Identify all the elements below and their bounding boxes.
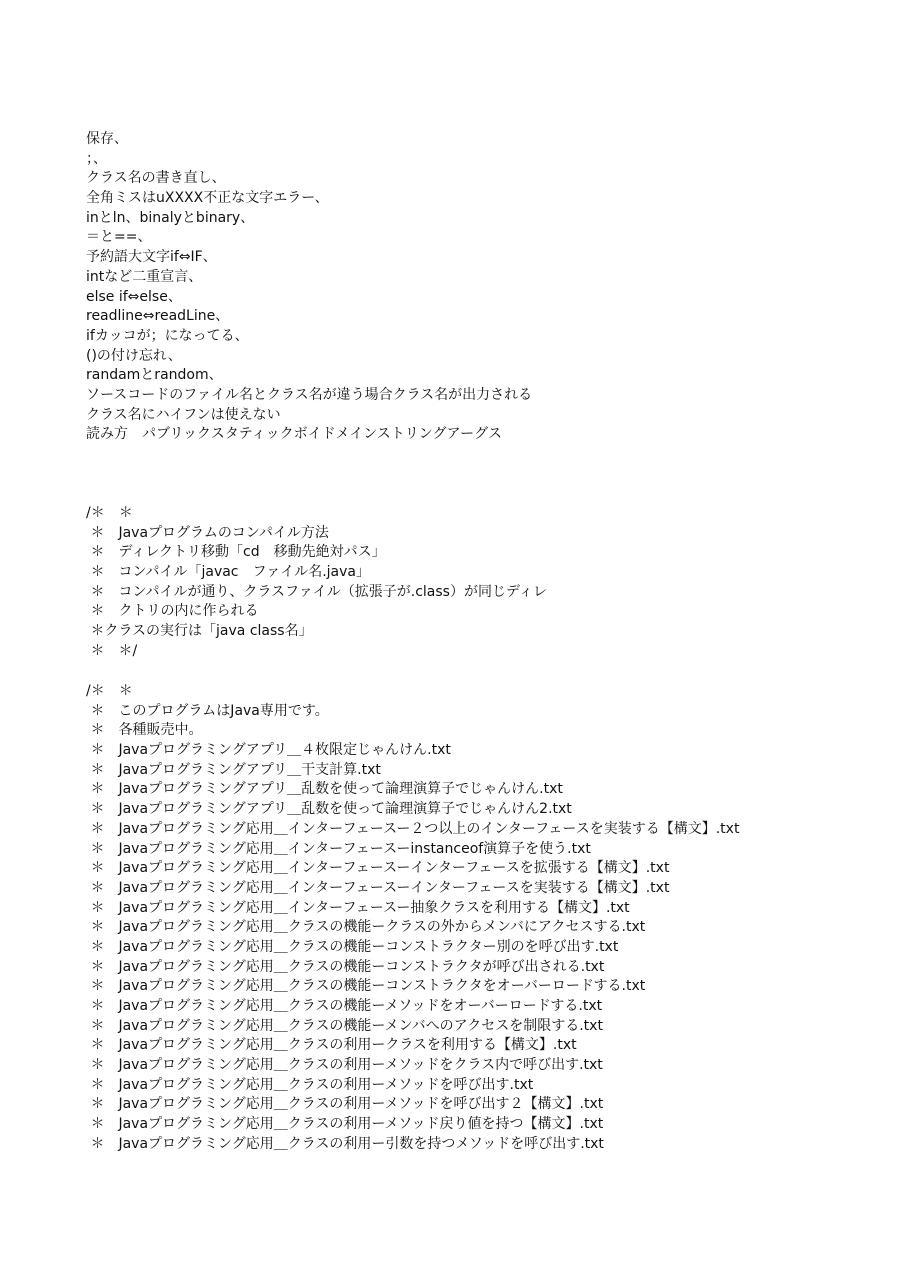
comment-line: ＊ Javaプログラミング応用＿クラスの機能ークラスの外からメンバにアクセスする.txt xyxy=(86,919,646,936)
note-line: 全角ミスはuXXXX不正な文字エラー、 xyxy=(86,190,329,207)
comment-line: /＊ ＊ xyxy=(86,505,133,521)
note-line: ソースコードのファイル名とクラス名が違う場合クラス名が出力される xyxy=(86,386,533,403)
comment-line: ＊ Javaプログラミングアプリ＿干支計算.txt xyxy=(86,761,381,778)
comment-line: ＊ Javaプログラミング応用＿クラスの利用ークラスを利用する【構文】.txt xyxy=(86,1037,577,1054)
note-line: ；、 xyxy=(86,150,107,167)
note-line: else if⇔else、 xyxy=(86,288,182,305)
comment-line: ＊クラスの実行は「java class名」 xyxy=(86,623,313,640)
comment-line: ＊ Javaプログラミング応用＿クラスの利用ーメソッドをクラス内で呼び出す.txt xyxy=(86,1057,603,1074)
comment-line: ＊ Javaプログラミング応用＿クラスの利用ーメソッドを呼び出す.txt xyxy=(86,1076,534,1093)
comment-line xyxy=(86,1155,886,1175)
comment-line: ＊ Javaプログラミング応用＿クラスの機能ーコンストラクタをオーバーロードする.txt xyxy=(86,978,646,995)
comment-line: ＊ Javaプログラムのコンパイル方法 xyxy=(86,524,329,541)
note-line: ()の付け忘れ、 xyxy=(86,347,182,364)
comment-line: ＊ Javaプログラミング応用＿クラスの機能ーメンバへのアクセスを制限する.txt xyxy=(86,1017,603,1034)
note-line: inとln、binalyとbinary、 xyxy=(86,209,255,226)
comment-line: ＊ 各種販売中。 xyxy=(86,722,203,739)
comment-line: ＊ Javaプログラミング応用＿クラスの機能ーコンストラクター別のを呼び出す.txt xyxy=(86,938,619,955)
comment-line: /＊ ＊ xyxy=(86,683,133,699)
note-line: randamとrandom、 xyxy=(86,367,223,384)
comment-line: ＊ Javaプログラミング応用＿インターフェースーインターフェースを実装する【構文】.txt xyxy=(86,879,670,896)
note-line: 保存、 xyxy=(86,131,128,147)
comment-line: ＊ Javaプログラミング応用＿インターフェースー抽象クラスを利用する【構文】.txt xyxy=(86,899,630,916)
note-line: intなど二重宣言、 xyxy=(86,268,203,285)
comment-line: ＊ このプログラムはJava専用です。 xyxy=(86,702,329,719)
note-line: ＝と==、 xyxy=(86,229,152,246)
product-list-comment-block xyxy=(86,682,886,1174)
comment-line: ＊ Javaプログラミング応用＿クラスの利用ーメソッド戻り値を持つ【構文】.txt xyxy=(86,1116,604,1133)
comment-line: ＊ Javaプログラミングアプリ＿乱数を使って論理演算子でじゃんけん2.txt xyxy=(86,801,572,818)
note-line: ifカッコが；になってる、 xyxy=(86,327,249,344)
error-notes-list xyxy=(86,130,886,445)
comment-line: ＊ Javaプログラミング応用＿クラスの機能ーメソッドをオーバーロードする.txt xyxy=(86,998,603,1014)
comment-line: ＊ ディレクトリ移動「cd 移動先絶対パス」 xyxy=(86,544,386,561)
comment-line: ＊ クトリの内に作られる xyxy=(86,603,259,620)
note-line: 予約語大文字if⇔IF、 xyxy=(86,249,217,266)
comment-line: ＊ Javaプログラミング応用＿クラスの利用ーメソッドを呼び出す２【構文】.txt xyxy=(86,1096,604,1113)
note-line: クラス名にハイフンは使えない xyxy=(86,406,281,423)
comment-line: ＊ コンパイルが通り、クラスファイル（拡張子が.class）が同じディレ xyxy=(86,583,547,600)
comment-line: ＊ Javaプログラミング応用＿インターフェースーインターフェースを拡張する【構文】.txt xyxy=(86,860,670,877)
comment-line: ＊ Javaプログラミング応用＿クラスの利用ー引数を持つメソッドを呼び出す.txt xyxy=(86,1135,604,1152)
comment-line: ＊ Javaプログラミングアプリ＿乱数を使って論理演算子でじゃんけん.txt xyxy=(86,781,563,798)
note-line: 読み方 パブリックスタティックボイドメインストリングアーグス xyxy=(86,426,502,443)
comment-line: ＊ Javaプログラミング応用＿クラスの機能ーコンストラクタが呼び出される.txt xyxy=(86,958,605,975)
comment-line: ＊ ＊/ xyxy=(86,642,138,659)
comment-line: ＊ Javaプログラミング応用＿インターフェースーinstanceof演算子を使う.txt xyxy=(86,840,591,857)
comment-line: ＊ Javaプログラミング応用＿インターフェースー２つ以上のインターフェースを実装する【構文】.txt xyxy=(86,820,740,837)
comment-line: ＊ コンパイル「javac ファイル名.java」 xyxy=(86,564,371,581)
note-line: クラス名の書き直し、 xyxy=(86,170,226,187)
comment-line: ＊ Javaプログラミングアプリ＿４枚限定じゃんけん.txt xyxy=(86,742,451,759)
note-line: readline⇔readLine、 xyxy=(86,308,230,325)
compile-comment-block xyxy=(86,504,886,662)
